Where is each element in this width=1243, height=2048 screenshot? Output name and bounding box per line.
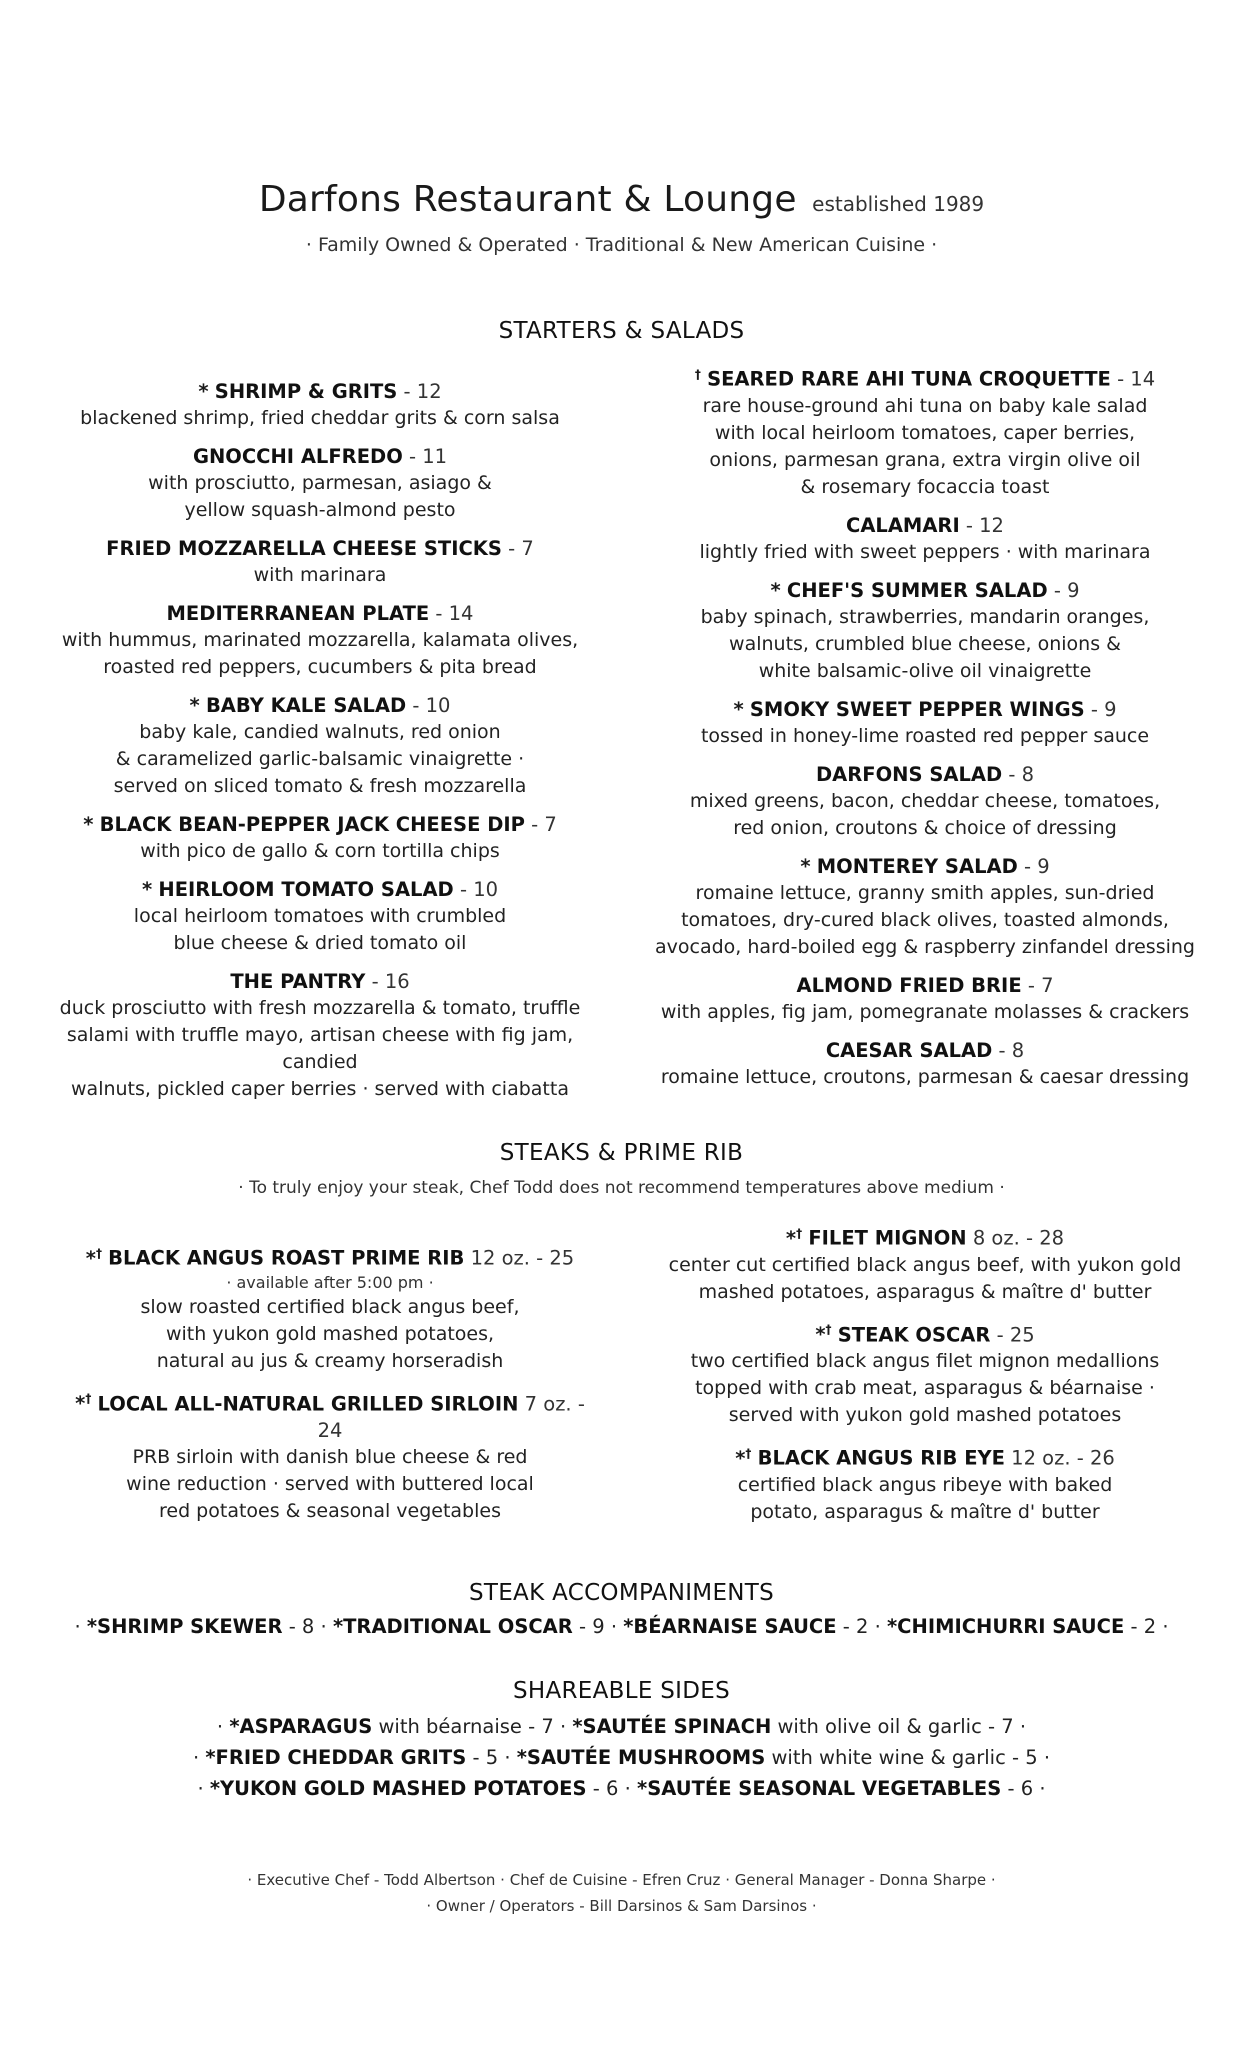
menu-item-description: romaine lettuce, croutons, parmesan & caesar dressing <box>660 1065 1190 1088</box>
line-item-text: · <box>192 1746 206 1769</box>
menu-item-price: - 14 <box>435 602 474 625</box>
line-item-text: - 6 · <box>586 1777 637 1800</box>
menu-item <box>40 535 600 589</box>
menu-item-heading <box>40 968 600 995</box>
menu-item-description: with prosciutto, parmesan, asiago & <box>148 472 492 494</box>
starters-left-column <box>40 378 600 1114</box>
menu-item <box>40 876 600 957</box>
menu-item <box>60 1386 600 1526</box>
sides-heading: SHAREABLE SIDES <box>512 1678 731 1704</box>
menu-item-description: red onion, croutons & choice of dressing <box>733 816 1117 839</box>
menu-item-name: BLACK BEAN-PEPPER JACK CHEESE DIP <box>99 813 525 836</box>
line-item-text: - 5 · <box>466 1746 517 1769</box>
menu-item-heading <box>40 443 600 470</box>
menu-item-name: MONTEREY SALAD <box>816 854 1018 878</box>
menu-item <box>640 512 1210 566</box>
menu-item-name: BABY KALE SALAD <box>205 694 407 717</box>
accompaniments-heading: STEAK ACCOMPANIMENTS <box>468 1580 775 1606</box>
line-item-text: · <box>197 1777 210 1800</box>
menu-item-name: FILET MIGNON <box>808 1226 967 1250</box>
menu-item <box>640 972 1210 1026</box>
established-note: established 1989 <box>812 192 985 216</box>
menu-item-heading <box>650 1440 1200 1472</box>
menu-item-description: slow roasted certified black angus beef, <box>140 1295 520 1318</box>
menu-item <box>40 692 600 800</box>
menu-item <box>40 443 600 524</box>
menu-item-name: BLACK ANGUS RIB EYE <box>757 1446 1005 1470</box>
accompaniments-line <box>0 1612 1243 1642</box>
item-mark: * <box>198 380 209 403</box>
menu-item-description: tomatoes, dry-cured black olives, toasted almonds, <box>681 908 1169 931</box>
menu-item-price: - 7 <box>531 813 557 836</box>
menu-item-description: duck prosciutto with fresh mozzarella & tomato, truffle <box>59 997 581 1019</box>
menu-item-description: topped with crab meat, asparagus & béarnaise · <box>695 1377 1155 1399</box>
menu-item-description: center cut certified black angus beef, with yukon gold <box>668 1253 1182 1276</box>
steaks-note: · To truly enjoy your steak, Chef Todd does not recommend temperatures above medium · <box>238 1178 1005 1198</box>
menu-item-description: potato, asparagus & maître d' butter <box>750 1500 1100 1523</box>
menu-item-description: baby kale, candied walnuts, red onion <box>139 721 501 743</box>
menu-item-price: - 10 <box>459 878 499 901</box>
menu-item-description: mixed greens, bacon, cheddar cheese, tomatoes, <box>689 789 1161 812</box>
menu-item-description: with apples, fig jam, pomegranate molasses & crackers <box>660 1000 1190 1023</box>
line-item-name: *TRADITIONAL OSCAR <box>332 1615 573 1638</box>
menu-item-description: romaine lettuce, granny smith apples, sun-dried <box>695 881 1155 904</box>
menu-item-description: served on sliced tomato & fresh mozzarella <box>113 775 527 797</box>
menu-item-description: walnuts, crumbled blue cheese, onions & <box>729 632 1121 655</box>
menu-item-size: 12 oz. <box>470 1246 530 1270</box>
menu-item-description: walnuts, pickled caper berries · served with ciabatta <box>71 1078 569 1100</box>
menu-item-price: - 25 <box>536 1246 575 1270</box>
menu-item-description: white balsamic-olive oil vinaigrette <box>758 659 1092 682</box>
menu-item-heading <box>40 876 600 903</box>
steaks-left-column <box>60 1240 600 1536</box>
owners-line: · Owner / Operators - Bill Darsinos & Sam Darsinos · <box>426 1897 817 1915</box>
menu-item-heading <box>40 378 600 405</box>
menu-item-description: baby spinach, strawberries, mandarin oranges, <box>700 605 1150 628</box>
menu-item-name: FRIED MOZZARELLA CHEESE STICKS <box>106 537 502 560</box>
menu-item-description: PRB sirloin with danish blue cheese & red <box>132 1446 528 1468</box>
menu-item-price: - 9 <box>1090 697 1117 721</box>
line-item-text: - 9 · <box>572 1615 624 1638</box>
item-mark: *† <box>815 1322 832 1346</box>
menu-item-price: - 9 <box>1053 578 1080 602</box>
item-mark: *† <box>785 1226 803 1250</box>
menu-item-heading <box>650 1220 1200 1252</box>
menu-item-name: LOCAL ALL-NATURAL GRILLED SIRLOIN <box>97 1392 519 1415</box>
menu-item-price: - 14 <box>1117 367 1156 391</box>
menu-item-price: - 8 <box>1008 762 1035 786</box>
menu-item-name: MEDITERRANEAN PLATE <box>166 602 430 625</box>
line-item-text: with white wine & garlic - 5 · <box>765 1746 1051 1769</box>
staff-footer <box>0 1867 1243 1919</box>
menu-item <box>650 1317 1200 1430</box>
menu-item-name: CALAMARI <box>846 513 960 537</box>
menu-item-price: - 7 <box>1027 973 1054 997</box>
menu-item-size: 8 oz. <box>972 1226 1020 1250</box>
item-mark: *† <box>735 1446 752 1470</box>
menu-item-description: with local heirloom tomatoes, caper berries, <box>714 421 1136 444</box>
menu-item-description: with pico de gallo & corn tortilla chips <box>140 840 500 862</box>
item-mark: * <box>733 697 744 721</box>
line-item-text: - 6 · <box>1001 1777 1046 1800</box>
menu-item-description: blackened shrimp, fried cheddar grits & corn salsa <box>80 407 560 429</box>
menu-item-heading <box>40 535 600 562</box>
steaks-right-column <box>650 1220 1200 1537</box>
menu-item <box>640 361 1210 501</box>
line-item-name: *YUKON GOLD MASHED POTATOES <box>209 1777 587 1800</box>
menu-item-heading <box>640 1037 1210 1064</box>
menu-item-price: - 12 <box>965 513 1004 537</box>
menu-item-price: - 28 <box>1026 1226 1065 1250</box>
menu-header <box>0 178 1243 256</box>
menu-item-description: served with yukon gold mashed potatoes <box>728 1404 1122 1426</box>
menu-item <box>640 696 1210 750</box>
line-item-name: *SAUTÉE SEASONAL VEGETABLES <box>637 1777 1002 1800</box>
menu-item-name: ALMOND FRIED BRIE <box>796 973 1022 997</box>
menu-item-description: avocado, hard-boiled egg & raspberry zinfandel dressing <box>655 935 1195 958</box>
menu-item <box>640 853 1210 961</box>
line-item-name: *SHRIMP SKEWER <box>86 1615 283 1638</box>
menu-item-name: STEAK OSCAR <box>837 1323 991 1346</box>
tagline: · Family Owned & Operated · Traditional & New American Cuisine · <box>305 234 938 256</box>
menu-item-heading <box>640 972 1210 999</box>
menu-item <box>40 811 600 865</box>
menu-item-description: two certified black angus filet mignon medallions <box>690 1350 1160 1372</box>
menu-item-price: - 8 <box>998 1038 1025 1062</box>
menu-item-description: local heirloom tomatoes with crumbled <box>133 905 507 927</box>
line-item-name: *FRIED CHEDDAR GRITS <box>205 1746 467 1769</box>
menu-item-name: HEIRLOOM TOMATO SALAD <box>158 878 454 901</box>
item-mark: * <box>770 578 781 602</box>
line-item-text: - 8 · <box>282 1615 333 1638</box>
menu-item-price: - 16 <box>371 970 410 993</box>
menu-item-heading <box>40 692 600 719</box>
line-item-text: with olive oil & garlic - 7 · <box>771 1715 1027 1738</box>
line-item-name: *BÉARNAISE SAUCE <box>623 1615 837 1638</box>
menu-item <box>640 761 1210 842</box>
menu-item-heading <box>650 1317 1200 1349</box>
menu-item <box>40 600 600 681</box>
menu-item-description: tossed in honey-lime roasted red pepper sauce <box>700 724 1150 747</box>
menu-item <box>40 378 600 432</box>
sides-line <box>0 1712 1243 1742</box>
menu-item-price: - 10 <box>412 694 451 717</box>
restaurant-name: Darfons Restaurant & Lounge <box>258 179 797 220</box>
menu-item <box>40 968 600 1103</box>
starters-right-column <box>640 361 1210 1102</box>
item-mark: * <box>800 854 811 878</box>
menu-item-size: 7 oz. <box>524 1392 572 1415</box>
menu-item-description: with yukon gold mashed potatoes, <box>165 1322 495 1345</box>
line-item-name: *SAUTÉE SPINACH <box>572 1715 772 1738</box>
item-mark: *† <box>85 1246 102 1270</box>
menu-item-description: mashed potatoes, asparagus & maître d' butter <box>698 1280 1152 1303</box>
line-item-name: *SAUTÉE MUSHROOMS <box>516 1746 766 1769</box>
menu-item-description: & rosemary focaccia toast <box>800 475 1050 498</box>
menu-item-description: red potatoes & seasonal vegetables <box>159 1500 501 1522</box>
item-mark: * <box>83 813 94 836</box>
menu-item-heading <box>60 1386 600 1445</box>
steaks-heading: STEAKS & PRIME RIB <box>499 1140 744 1166</box>
menu-item-price: - 26 <box>1076 1446 1115 1470</box>
sides-line <box>0 1743 1243 1773</box>
menu-item-price: - 25 <box>996 1323 1035 1346</box>
line-item-text: with béarnaise - 7 · <box>372 1715 573 1738</box>
menu-item-price: - 9 <box>1023 854 1050 878</box>
menu-item-name: SEARED RARE AHI TUNA CROQUETTE <box>707 367 1111 391</box>
menu-item-price: - 12 <box>403 380 442 403</box>
item-mark: * <box>189 694 200 717</box>
menu-item-heading <box>640 361 1210 393</box>
title-line <box>0 178 1243 226</box>
menu-item-description: & caramelized garlic-balsamic vinaigrette · <box>115 748 525 770</box>
menu-item-name: SHRIMP & GRITS <box>214 380 398 403</box>
menu-item-description: natural au jus & creamy horseradish <box>156 1349 504 1372</box>
menu-item-description: onions, parmesan grana, extra virgin olive oil <box>709 448 1141 471</box>
menu-item-name: DARFONS SALAD <box>815 762 1003 786</box>
menu-item-price: - 11 <box>408 445 448 468</box>
menu-item-name: CAESAR SALAD <box>825 1038 993 1062</box>
item-mark: * <box>141 878 153 901</box>
menu-item-description: certified black angus ribeye with baked <box>737 1473 1113 1496</box>
menu-item-description: roasted red peppers, cucumbers & pita bread <box>103 656 537 678</box>
line-item-text: - 2 · <box>836 1615 887 1638</box>
menu-item-heading <box>640 696 1210 723</box>
menu-item <box>60 1240 600 1375</box>
menu-item-heading <box>640 512 1210 539</box>
menu-item-description: lightly fried with sweet peppers · with marinara <box>699 540 1151 563</box>
menu-item-size: 12 oz. <box>1011 1446 1071 1470</box>
line-item-text: · <box>216 1715 230 1738</box>
item-mark: *† <box>75 1391 92 1415</box>
menu-item-description: salami with truffle mayo, artisan cheese with fig jam, candied <box>66 1024 574 1073</box>
menu-item-price: - 24 <box>317 1392 585 1442</box>
menu-item-name: BLACK ANGUS ROAST PRIME RIB <box>108 1246 465 1270</box>
menu-item-description: rare house-ground ahi tuna on baby kale salad <box>702 394 1148 417</box>
menu-item-name: CHEF'S SUMMER SALAD <box>786 578 1048 602</box>
menu-item-description: blue cheese & dried tomato oil <box>173 932 467 954</box>
menu-item-price: - 7 <box>508 537 534 560</box>
menu-item-heading <box>640 853 1210 880</box>
menu-item-heading <box>640 577 1210 604</box>
menu-item-heading <box>40 600 600 627</box>
menu-item-name: GNOCCHI ALFREDO <box>192 445 403 468</box>
menu-item-description: with hummus, marinated mozzarella, kalamata olives, <box>61 629 579 651</box>
line-item-text: · <box>74 1615 87 1638</box>
menu-item-name: SMOKY SWEET PEPPER WINGS <box>749 697 1085 721</box>
menu-item-name: THE PANTRY <box>230 970 366 993</box>
sides-line <box>0 1774 1243 1804</box>
staff-line: · Executive Chef - Todd Albertson · Chef de Cuisine - Efren Cruz · General Manager - Donna Sharpe · <box>247 1871 996 1889</box>
menu-item-description: with marinara <box>253 564 387 586</box>
menu-item <box>650 1220 1200 1306</box>
menu-item-heading <box>60 1240 600 1272</box>
line-item-name: *ASPARAGUS <box>229 1715 373 1738</box>
menu-item-heading <box>40 811 600 838</box>
menu-item-description: wine reduction · served with buttered local <box>126 1473 534 1495</box>
item-mark: † <box>694 367 701 381</box>
menu-item <box>650 1440 1200 1526</box>
menu-item-heading <box>640 761 1210 788</box>
line-item-name: *CHIMICHURRI SAUCE <box>886 1615 1125 1638</box>
starters-heading: STARTERS & SALADS <box>498 318 745 344</box>
menu-item <box>640 1037 1210 1091</box>
menu-item-description: yellow squash-almond pesto <box>184 499 456 521</box>
menu-item <box>640 577 1210 685</box>
menu-item-availability: · available after 5:00 pm · <box>226 1272 434 1292</box>
line-item-text: - 2 · <box>1124 1615 1169 1638</box>
